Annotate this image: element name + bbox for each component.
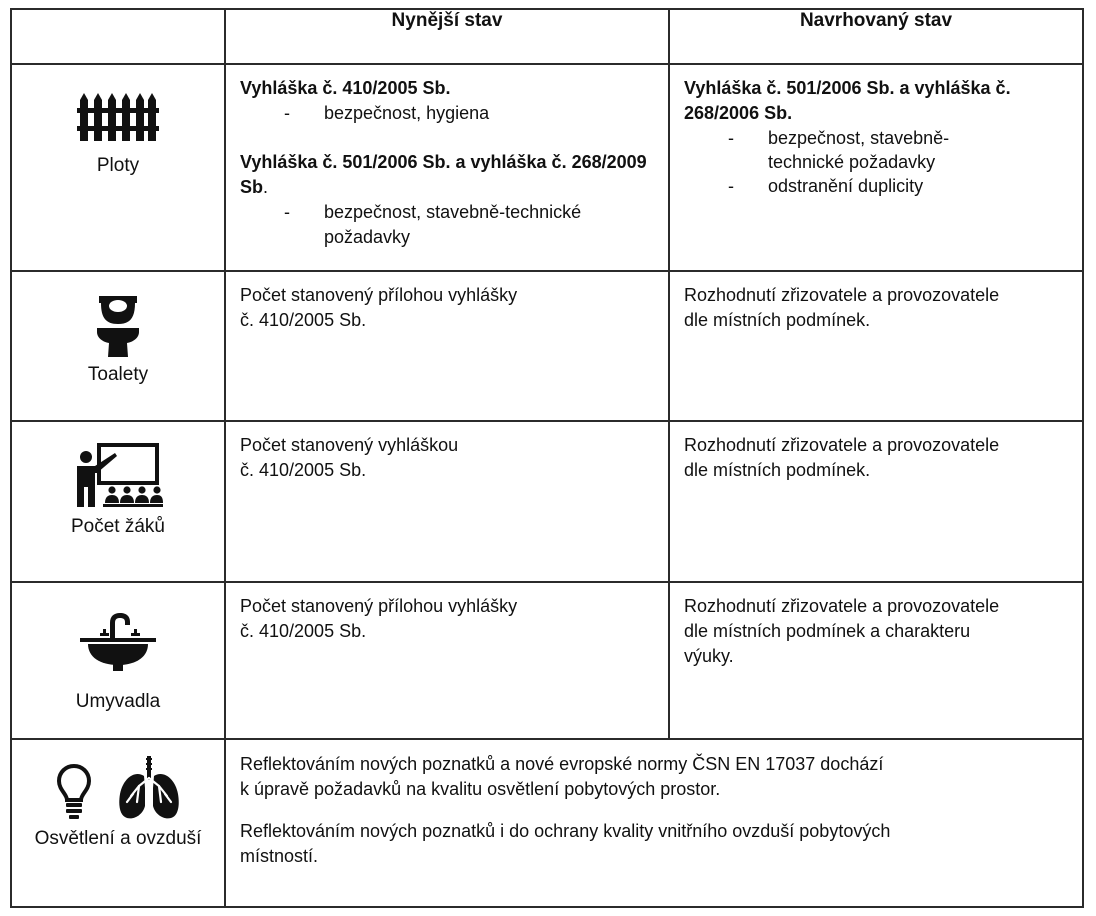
cell-text: Počet stanovený přílohou vyhlášky (240, 285, 518, 305)
sink-icon (80, 613, 156, 671)
cell-text: dle místních podmínek. (684, 460, 871, 480)
row-label-cell (11, 271, 225, 421)
row-label-cell (11, 421, 225, 582)
header-empty-cell (11, 9, 225, 64)
lightbulb-icon (55, 764, 93, 820)
cell-text: Rozhodnutí zřizovatele a provozovatele (684, 435, 1000, 455)
header-proposed-state: Navrhovaný stav (669, 9, 1083, 64)
list-item-continued: technické požadavky (768, 152, 936, 172)
cell-text: dle místních podmínek. (684, 310, 871, 330)
row-label-cell (11, 64, 225, 271)
law-title-continued: 268/2006 Sb. (684, 103, 793, 123)
row-label-ploty: Ploty (96, 155, 140, 176)
umyvadla-current-cell (225, 582, 669, 739)
cell-text: místností. (240, 846, 319, 866)
zaci-current-cell (225, 421, 669, 582)
cell-text: Reflektováním nových poznatků a nové evropské normy ČSN EN 17037 dochází (240, 754, 884, 774)
osvetleni-text-cell (225, 739, 1083, 907)
ploty-current-cell (225, 64, 669, 271)
cell-text: Reflektováním nových poznatků i do ochrany kvality vnitřního ovzduší pobytových (240, 821, 891, 841)
list-item: bezpečnost, stavebně-technické (324, 202, 582, 222)
fence-icon (77, 92, 159, 142)
ploty-proposed-cell (669, 64, 1083, 271)
cell-text: Počet stanovený vyhláškou (240, 435, 459, 455)
lungs-icon (117, 756, 181, 820)
law-title: Vyhláška č. 501/2006 Sb. a vyhláška č. 268/2009 Sb. (240, 152, 647, 197)
list-item: bezpečnost, stavebně- (768, 128, 950, 148)
cell-text: výuky. (684, 646, 734, 666)
comparison-table (10, 8, 1084, 908)
dash: - (284, 103, 290, 123)
row-label-cell (11, 739, 225, 907)
list-item: odstranění duplicity (768, 176, 924, 196)
cell-text: č. 410/2005 Sb. (240, 460, 367, 480)
dash: - (284, 202, 290, 222)
row-label-toalety: Toalety (87, 364, 149, 385)
row-label-osvetleni: Osvětlení a ovzduší (34, 828, 202, 849)
cell-text: Počet stanovený přílohou vyhlášky (240, 596, 518, 616)
cell-text: dle místních podmínek a charakteru (684, 621, 971, 641)
umyvadla-proposed-cell (669, 582, 1083, 739)
row-toalety (11, 271, 1083, 421)
cell-text: k úpravě požadavků na kvalitu osvětlení pobytových prostor. (240, 779, 721, 799)
row-label-umyvadla: Umyvadla (75, 691, 161, 712)
dash: - (728, 128, 734, 148)
row-pocet-zaku (11, 421, 1083, 582)
row-osvetleni (11, 739, 1083, 907)
classroom-icon (73, 443, 163, 509)
list-item-continued: požadavky (324, 227, 411, 247)
cell-text: Rozhodnutí zřizovatele a provozovatele (684, 285, 1000, 305)
zaci-proposed-cell (669, 421, 1083, 582)
toalety-current-cell (225, 271, 669, 421)
list-item: bezpečnost, hygiena (324, 103, 490, 123)
row-umyvadla (11, 582, 1083, 739)
cell-text: Rozhodnutí zřizovatele a provozovatele (684, 596, 1000, 616)
toilet-icon (95, 294, 141, 358)
row-label-pocet-zaku: Počet žáků (71, 516, 165, 537)
row-label-cell (11, 582, 225, 739)
header-row (11, 9, 1083, 64)
law-title: Vyhláška č. 501/2006 Sb. a vyhláška č. (684, 78, 1011, 98)
dash: - (728, 176, 734, 196)
law-title: Vyhláška č. 410/2005 Sb. (240, 78, 451, 98)
header-current-state: Nynější stav (225, 9, 669, 64)
toalety-proposed-cell (669, 271, 1083, 421)
row-ploty (11, 64, 1083, 271)
cell-text: č. 410/2005 Sb. (240, 310, 367, 330)
cell-text: č. 410/2005 Sb. (240, 621, 367, 641)
